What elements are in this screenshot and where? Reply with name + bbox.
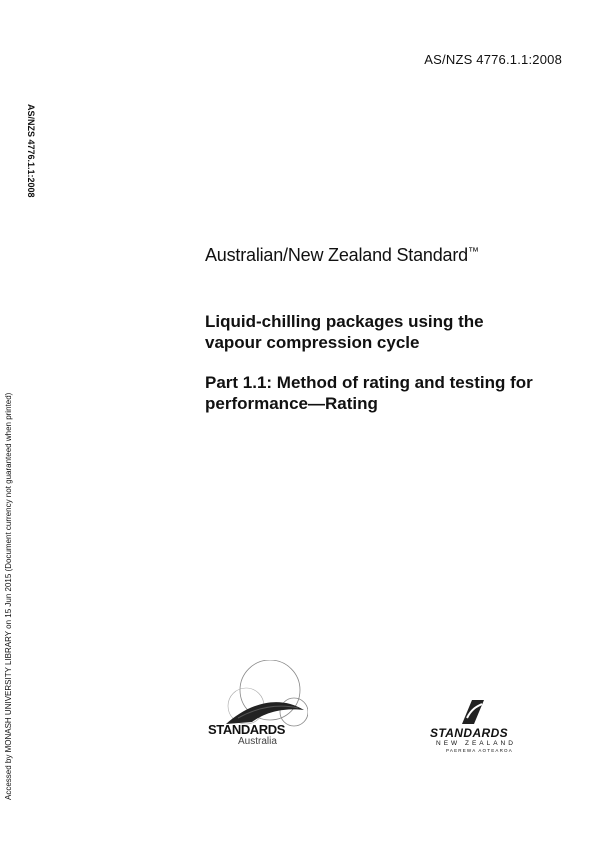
spine-document-number: AS/NZS 4776.1.1:2008 (26, 104, 36, 198)
standards-nz-emblem-icon (458, 698, 488, 726)
document-part-title: Part 1.1: Method of rating and testing for performance—Rating (205, 373, 533, 413)
standards-australia-logo (208, 660, 308, 760)
access-watermark-note: Accessed by MONASH UNIVERSITY LIBRARY on 15 Jun 2015 (Document currency not guaranteed when printed) (4, 392, 13, 800)
standards-australia-subtitle: Australia (238, 736, 277, 747)
trademark-symbol: ™ (467, 246, 479, 258)
standards-nz-subtitle: NEW ZEALAND (436, 740, 516, 747)
standards-australia-name: STANDARDS (208, 722, 286, 737)
standards-nz-maori-subtitle: PAEREWA AOTEAROA (446, 748, 513, 753)
document-title: Liquid-chilling packages using the vapour compression cycle (205, 312, 484, 352)
standard-heading (205, 245, 479, 266)
standard-heading-text: Australian/New Zealand Standard (205, 245, 468, 265)
standards-australia-swirl-icon (208, 660, 308, 730)
document-number: AS/NZS 4776.1.1:2008 (424, 52, 562, 67)
standards-new-zealand-logo (430, 698, 520, 754)
standards-nz-name: STANDARDS (430, 726, 509, 740)
